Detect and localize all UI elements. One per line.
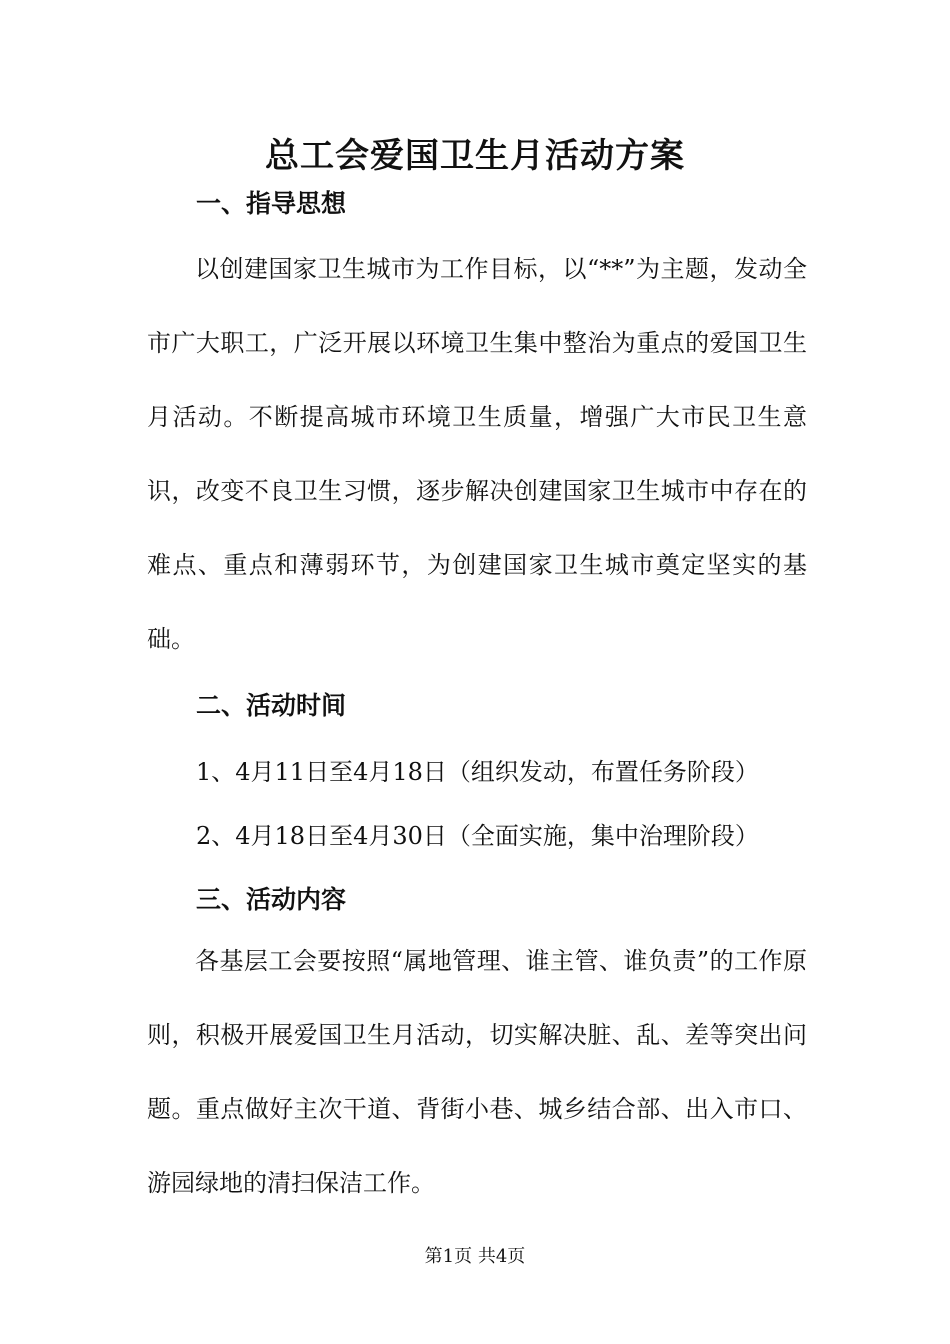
activity-time-item-1: 1、4月11日至4月18日（组织发动，布置任务阶段） bbox=[196, 758, 759, 786]
section-heading-guiding-thought: 一、指导思想 bbox=[196, 189, 347, 218]
section-heading-activity-content: 三、活动内容 bbox=[196, 885, 347, 914]
section-paragraph-activity-content: 各基层工会要按照“属地管理、谁主管、谁负责”的工作原则，积极开展爱国卫生月活动，切实解决脏、乱、差等突出问题。重点做好主次干道、背街小巷、城乡结合部、出入市口、游园绿地的清扫保洁工作。 bbox=[147, 947, 807, 1197]
section-paragraph-guiding-thought: 以创建国家卫生城市为工作目标，以“**”为主题，发动全市广大职工，广泛开展以环境卫生集中整治为重点的爱国卫生月活动。不断提高城市环境卫生质量，增强广大市民卫生意识，改变不良卫生习惯，逐步解决创建国家卫生城市中存在的难点、重点和薄弱环节，为创建国家卫生城市奠定坚实的基础。 bbox=[147, 255, 807, 653]
activity-time-item-2: 2、4月18日至4月30日（全面实施，集中治理阶段） bbox=[196, 822, 759, 850]
section-heading-activity-time: 二、活动时间 bbox=[196, 691, 347, 720]
document-title: 总工会爱国卫生月活动方案 bbox=[265, 136, 685, 176]
page-footer: 第1页 共4页 bbox=[424, 1246, 526, 1267]
